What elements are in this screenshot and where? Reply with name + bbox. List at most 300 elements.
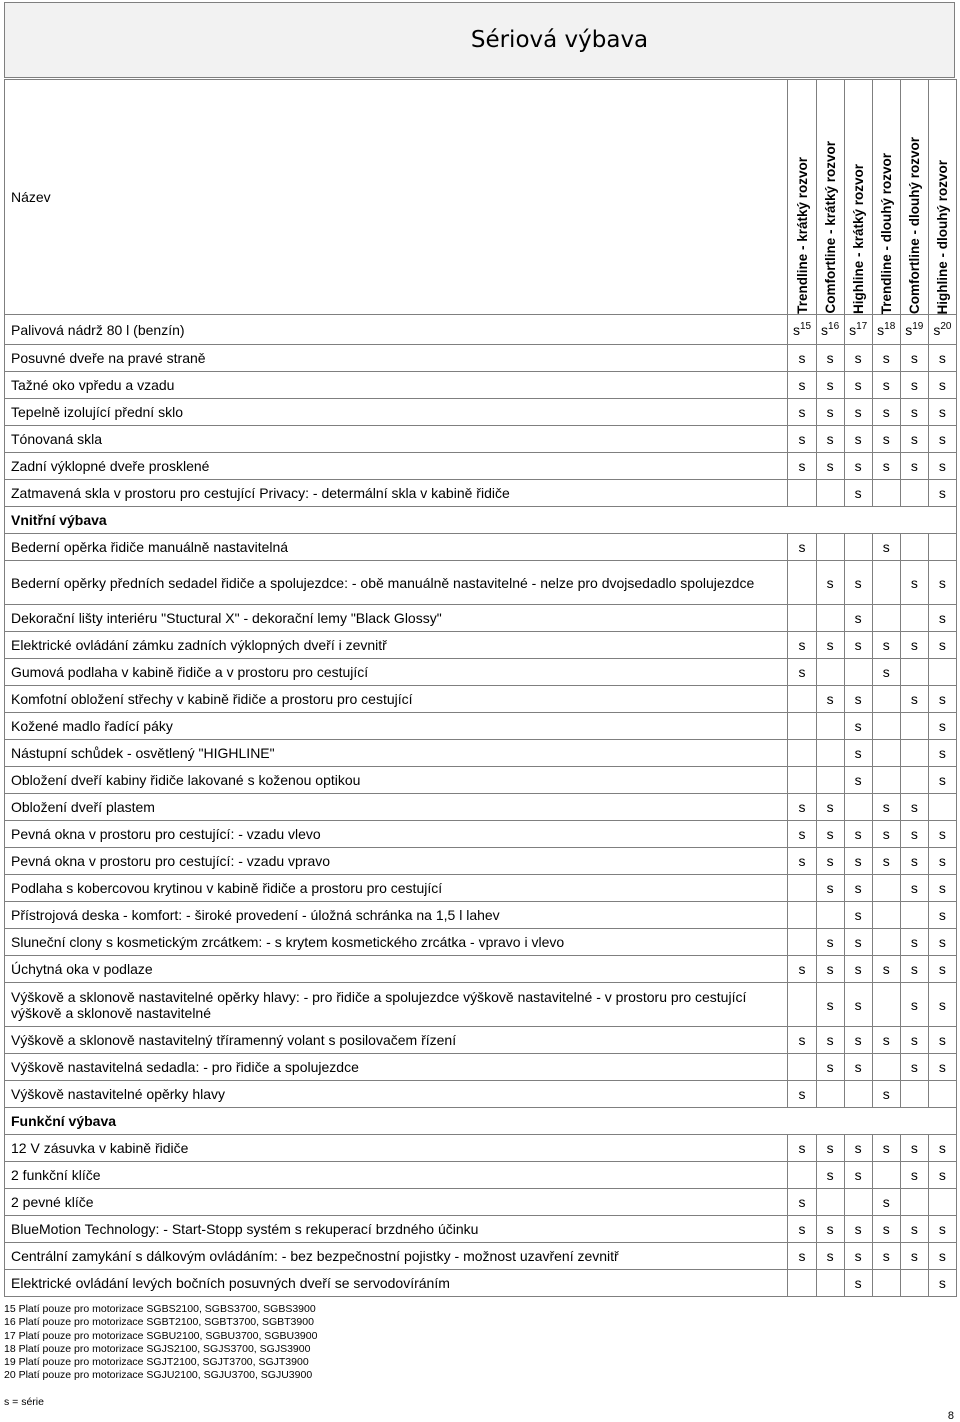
availability-cell [816, 345, 844, 372]
table-row [5, 480, 957, 507]
availability-value: s [826, 1221, 834, 1237]
availability-cell [872, 345, 900, 372]
availability-value: s [938, 458, 946, 474]
availability-value: s [798, 1221, 806, 1237]
footnote-ref: 15 [799, 321, 812, 332]
equipment-name: Centrální zamykání s dálkovým ovládáním: - bez bezpečnostní pojistky - možnost uzavření zevnitř [5, 1243, 788, 1270]
availability-cell [928, 875, 956, 902]
availability-cell [788, 399, 816, 426]
availability-cell [900, 1135, 928, 1162]
availability-value: s [910, 961, 918, 977]
availability-cell [816, 480, 844, 507]
title-box [4, 2, 955, 78]
availability-cell [872, 1162, 900, 1189]
equipment-name: Zatmavená skla v prostoru pro cestující Privacy: - determální skla v kabině řidiče [5, 480, 788, 507]
equipment-name: Úchytná oka v podlaze [5, 956, 788, 983]
availability-cell [816, 875, 844, 902]
availability-cell [788, 794, 816, 821]
availability-cell [872, 1216, 900, 1243]
availability-value: s [798, 1248, 806, 1264]
equipment-name: BlueMotion Technology: - Start-Stopp systém s rekuperací brzdného účinku [5, 1216, 788, 1243]
availability-cell [928, 686, 956, 713]
table-row [5, 1162, 957, 1189]
availability-value: s [938, 610, 946, 626]
availability-cell [816, 315, 844, 345]
availability-cell [872, 1054, 900, 1081]
availability-value: s [798, 539, 806, 555]
availability-cell [816, 372, 844, 399]
availability-cell [928, 659, 956, 686]
availability-cell [816, 983, 844, 1027]
equipment-name: Elektrické ovládání zámku zadních výklopných dveří i zevnitř [5, 632, 788, 659]
availability-cell [844, 767, 872, 794]
footnote: 15 Platí pouze pro motorizace SGBS2100, SGBS3700, SGBS3900 [4, 1303, 316, 1315]
availability-value: s [882, 431, 890, 447]
column-header-label: Comfortline - krátký rozvor [822, 141, 838, 314]
footnote: 16 Platí pouze pro motorizace SGBT2100, SGBT3700, SGBT3900 [4, 1316, 314, 1329]
availability-value: s [910, 853, 918, 869]
availability-value: s [882, 637, 890, 653]
availability-value: s [938, 350, 946, 366]
availability-cell [788, 902, 816, 929]
availability-value: s [821, 322, 829, 338]
column-header-label: Highline - dlouhý rozvor [934, 159, 950, 314]
availability-value: s [798, 826, 806, 842]
availability-cell [928, 632, 956, 659]
availability-cell [816, 821, 844, 848]
availability-value: s [938, 961, 946, 977]
column-header [872, 80, 900, 315]
availability-value: s [938, 1140, 946, 1156]
availability-cell [900, 1270, 928, 1297]
availability-cell [844, 1243, 872, 1270]
availability-cell [900, 1054, 928, 1081]
section-heading: Funkční výbava [5, 1108, 957, 1135]
availability-cell [900, 453, 928, 480]
availability-cell [816, 1270, 844, 1297]
availability-cell [816, 767, 844, 794]
availability-cell [788, 1135, 816, 1162]
availability-value: s [854, 1248, 862, 1264]
availability-cell [788, 875, 816, 902]
availability-cell [816, 848, 844, 875]
table-row [5, 902, 957, 929]
availability-cell [816, 1216, 844, 1243]
availability-value: s [854, 853, 862, 869]
equipment-name: 2 pevné klíče [5, 1189, 788, 1216]
availability-cell [872, 1135, 900, 1162]
availability-cell [816, 1135, 844, 1162]
column-header-label: Trendline - dlouhý rozvor [878, 152, 894, 314]
availability-value: s [798, 431, 806, 447]
availability-cell [900, 372, 928, 399]
availability-value: s [798, 458, 806, 474]
availability-cell [900, 956, 928, 983]
availability-value: s [938, 1275, 946, 1291]
equipment-name: Podlaha s kobercovou krytinou v kabině řidiče a prostoru pro cestující [5, 875, 788, 902]
equipment-name: 2 funkční klíče [5, 1162, 788, 1189]
footnote-ref: 19 [912, 321, 924, 332]
table-row [5, 1135, 957, 1162]
availability-cell [844, 821, 872, 848]
equipment-name: Elektrické ovládání levých bočních posuvných dveří se servodovíráním [5, 1270, 788, 1297]
availability-cell [872, 1270, 900, 1297]
equipment-name: Výškově a sklonově nastavitelné opěrky hlavy: - pro řidiče a spolujezdce výškově nastavitelné - v prostoru pro cestující výškově a sklonově nastavitelné [5, 983, 788, 1027]
table-row [5, 453, 957, 480]
availability-cell [872, 956, 900, 983]
availability-cell [788, 740, 816, 767]
availability-value: s [826, 996, 834, 1013]
availability-cell [788, 1027, 816, 1054]
availability-value: s [854, 485, 862, 501]
availability-cell [900, 632, 928, 659]
table-row [5, 848, 957, 875]
equipment-name: Sluneční clony s kosmetickým zrcátkem: - s krytem kosmetického zrcátka - vpravo i vlevo [5, 929, 788, 956]
equipment-name: Kožené madlo řadící páky [5, 713, 788, 740]
column-header-name: Název [5, 80, 788, 315]
availability-value: s [882, 853, 890, 869]
availability-cell [928, 315, 956, 345]
availability-value: s [910, 1059, 918, 1075]
availability-value: s [798, 1032, 806, 1048]
availability-cell [816, 794, 844, 821]
availability-cell [788, 821, 816, 848]
availability-value: s [826, 799, 834, 815]
availability-cell [872, 740, 900, 767]
availability-cell [816, 1054, 844, 1081]
availability-value: s [938, 431, 946, 447]
availability-value: s [798, 637, 806, 653]
availability-cell [788, 561, 816, 605]
equipment-name: Palivová nádrž 80 l (benzín) [5, 315, 788, 345]
availability-value: s [826, 1059, 834, 1075]
availability-value: s [938, 485, 946, 501]
footnote: 17 Platí pouze pro motorizace SGBU2100, SGBU3700, SGBU3900 [4, 1329, 318, 1342]
equipment-name: Tónovaná skla [5, 426, 788, 453]
table-row [5, 315, 957, 345]
availability-value: s [938, 404, 946, 420]
availability-value: s [854, 574, 862, 591]
availability-value: s [882, 539, 890, 555]
availability-cell [844, 1162, 872, 1189]
availability-value: s [854, 691, 862, 707]
availability-value: s [854, 934, 862, 950]
availability-cell [844, 1135, 872, 1162]
equipment-table [4, 79, 957, 1297]
availability-cell [900, 1189, 928, 1216]
availability-cell [844, 345, 872, 372]
availability-value: s [826, 880, 834, 896]
availability-cell [900, 561, 928, 605]
availability-value: s [910, 637, 918, 653]
availability-value: s [826, 404, 834, 420]
availability-cell [844, 1081, 872, 1108]
availability-value: s [910, 1032, 918, 1048]
availability-value: s [854, 404, 862, 420]
availability-cell [900, 315, 928, 345]
footnote: 19 Platí pouze pro motorizace SGJT2100, SGJT3700, SGJT3900 [4, 1356, 309, 1369]
availability-cell [788, 605, 816, 632]
availability-cell [900, 1027, 928, 1054]
availability-value: s [826, 458, 834, 474]
availability-cell [928, 605, 956, 632]
availability-cell [900, 983, 928, 1027]
availability-cell [900, 794, 928, 821]
table-row [5, 1054, 957, 1081]
availability-cell [872, 713, 900, 740]
availability-value: s [854, 826, 862, 842]
table-row [5, 605, 957, 632]
availability-cell [788, 1270, 816, 1297]
availability-value: s [798, 853, 806, 869]
availability-value: s [938, 996, 946, 1013]
footnote-ref: 17 [856, 321, 868, 332]
availability-cell [928, 426, 956, 453]
availability-value: s [938, 1167, 946, 1183]
table-row [5, 426, 957, 453]
availability-cell [816, 453, 844, 480]
availability-value: s [910, 431, 918, 447]
availability-cell [788, 453, 816, 480]
availability-cell [788, 983, 816, 1027]
availability-cell [900, 740, 928, 767]
equipment-name: Pevná okna v prostoru pro cestující: - vzadu vpravo [5, 848, 788, 875]
availability-value: s [938, 907, 946, 923]
table-row [5, 534, 957, 561]
availability-cell [788, 315, 816, 345]
availability-cell [816, 399, 844, 426]
equipment-name: Výškově nastavitelná sedadla: - pro řidiče a spolujezdce [5, 1054, 788, 1081]
availability-value: s [849, 322, 857, 338]
availability-cell [816, 426, 844, 453]
availability-value: s [798, 961, 806, 977]
availability-value: s [798, 799, 806, 815]
availability-cell [872, 632, 900, 659]
availability-value: s [826, 1140, 834, 1156]
availability-value: s [854, 637, 862, 653]
availability-cell [788, 372, 816, 399]
availability-cell [844, 713, 872, 740]
availability-value: s [826, 1032, 834, 1048]
availability-value: s [938, 718, 946, 734]
availability-cell [872, 659, 900, 686]
availability-value: s [882, 1248, 890, 1264]
availability-value: s [882, 961, 890, 977]
availability-value: s [798, 350, 806, 366]
availability-cell [788, 929, 816, 956]
availability-value: s [854, 880, 862, 896]
availability-cell [928, 561, 956, 605]
availability-cell [872, 1027, 900, 1054]
availability-value: s [854, 1059, 862, 1075]
availability-value: s [910, 799, 918, 815]
availability-value: s [910, 404, 918, 420]
availability-cell [844, 659, 872, 686]
availability-value: s [882, 350, 890, 366]
availability-value: s [792, 322, 800, 338]
availability-cell [872, 315, 900, 345]
availability-value: s [938, 772, 946, 788]
availability-cell [844, 929, 872, 956]
availability-cell [788, 426, 816, 453]
availability-value: s [882, 799, 890, 815]
availability-cell [928, 1054, 956, 1081]
availability-cell [872, 453, 900, 480]
availability-cell [928, 372, 956, 399]
availability-cell [872, 1189, 900, 1216]
availability-cell [816, 605, 844, 632]
availability-value: s [854, 377, 862, 393]
availability-value: s [938, 1032, 946, 1048]
availability-cell [872, 480, 900, 507]
equipment-name: Pevná okna v prostoru pro cestující: - vzadu vlevo [5, 821, 788, 848]
availability-value: s [938, 574, 946, 591]
equipment-name: 12 V zásuvka v kabině řidiče [5, 1135, 788, 1162]
table-row [5, 983, 957, 1027]
table-row [5, 686, 957, 713]
table-row [5, 399, 957, 426]
availability-value: s [882, 377, 890, 393]
availability-value: s [938, 826, 946, 842]
availability-value: s [826, 350, 834, 366]
column-header-label: Trendline - krátký rozvor [794, 157, 810, 314]
availability-cell [900, 399, 928, 426]
availability-cell [900, 480, 928, 507]
availability-value: s [854, 1275, 862, 1291]
availability-cell [900, 659, 928, 686]
availability-cell [844, 1216, 872, 1243]
availability-cell [872, 561, 900, 605]
availability-cell [844, 534, 872, 561]
availability-cell [928, 1189, 956, 1216]
availability-cell [816, 956, 844, 983]
table-row [5, 767, 957, 794]
availability-cell [816, 740, 844, 767]
table-row [5, 1081, 957, 1108]
availability-cell [928, 713, 956, 740]
availability-cell [844, 686, 872, 713]
availability-cell [928, 453, 956, 480]
column-header [816, 80, 844, 315]
availability-value: s [910, 1248, 918, 1264]
equipment-name: Nástupní schůdek - osvětlený "HIGHLINE" [5, 740, 788, 767]
availability-value: s [938, 880, 946, 896]
availability-cell [900, 1081, 928, 1108]
availability-cell [872, 605, 900, 632]
availability-value: s [826, 1248, 834, 1264]
availability-cell [928, 1243, 956, 1270]
availability-cell [900, 426, 928, 453]
availability-cell [788, 767, 816, 794]
availability-value: s [938, 691, 946, 707]
availability-cell [788, 659, 816, 686]
availability-value: s [854, 745, 862, 761]
availability-value: s [882, 1086, 890, 1102]
availability-cell [844, 315, 872, 345]
availability-value: s [798, 1140, 806, 1156]
availability-value: s [854, 1167, 862, 1183]
column-header-label: Highline - krátký rozvor [850, 163, 866, 314]
availability-cell [844, 875, 872, 902]
table-row [5, 956, 957, 983]
availability-cell [872, 399, 900, 426]
availability-cell [900, 1243, 928, 1270]
availability-cell [928, 929, 956, 956]
section-row [5, 1108, 957, 1135]
availability-value: s [882, 458, 890, 474]
availability-cell [928, 767, 956, 794]
table-row [5, 821, 957, 848]
availability-cell [788, 713, 816, 740]
equipment-name: Bederní opěrka řidiče manuálně nastavitelná [5, 534, 788, 561]
availability-cell [788, 848, 816, 875]
equipment-name: Tažné oko vpředu a vzadu [5, 372, 788, 399]
availability-value: s [882, 1194, 890, 1210]
availability-cell [928, 1216, 956, 1243]
footnote-ref: 16 [828, 321, 840, 332]
availability-value: s [882, 1221, 890, 1237]
availability-cell [844, 372, 872, 399]
equipment-name: Gumová podlaha v kabině řidiče a v prostoru pro cestující [5, 659, 788, 686]
availability-cell [788, 345, 816, 372]
availability-cell [788, 1243, 816, 1270]
availability-value: s [798, 1194, 806, 1210]
availability-cell [872, 1081, 900, 1108]
availability-value: s [910, 458, 918, 474]
footnote-ref: 18 [884, 321, 896, 332]
availability-value: s [826, 961, 834, 977]
availability-cell [872, 875, 900, 902]
availability-value: s [910, 1167, 918, 1183]
availability-cell [872, 372, 900, 399]
availability-value: s [826, 574, 834, 591]
availability-cell [788, 686, 816, 713]
availability-cell [844, 399, 872, 426]
availability-value: s [938, 637, 946, 653]
availability-value: s [882, 826, 890, 842]
availability-cell [788, 956, 816, 983]
availability-value: s [854, 907, 862, 923]
section-row [5, 507, 957, 534]
equipment-name: Obložení dveří kabiny řidiče lakované s koženou optikou [5, 767, 788, 794]
availability-cell [928, 821, 956, 848]
equipment-name: Bederní opěrky předních sedadel řidiče a spolujezdce: - obě manuálně nastavitelné - nelze pro dvojsedadlo spolujezdce [5, 561, 788, 605]
availability-value: s [910, 934, 918, 950]
availability-cell [788, 1216, 816, 1243]
availability-cell [844, 1189, 872, 1216]
availability-cell [844, 632, 872, 659]
availability-value: s [910, 691, 918, 707]
availability-cell [900, 534, 928, 561]
column-header [788, 80, 816, 315]
availability-value: s [882, 1032, 890, 1048]
availability-value: s [798, 404, 806, 420]
availability-cell [844, 956, 872, 983]
availability-value: s [826, 1167, 834, 1183]
availability-cell [928, 848, 956, 875]
equipment-name: Dekorační lišty interiéru "Stuctural X" - dekorační lemy "Black Glossy" [5, 605, 788, 632]
availability-cell [928, 399, 956, 426]
availability-value: s [854, 718, 862, 734]
availability-value: s [798, 1086, 806, 1102]
availability-cell [844, 426, 872, 453]
availability-value: s [826, 431, 834, 447]
availability-cell [788, 1162, 816, 1189]
table-row [5, 372, 957, 399]
availability-cell [844, 740, 872, 767]
availability-cell [900, 713, 928, 740]
availability-cell [788, 1054, 816, 1081]
